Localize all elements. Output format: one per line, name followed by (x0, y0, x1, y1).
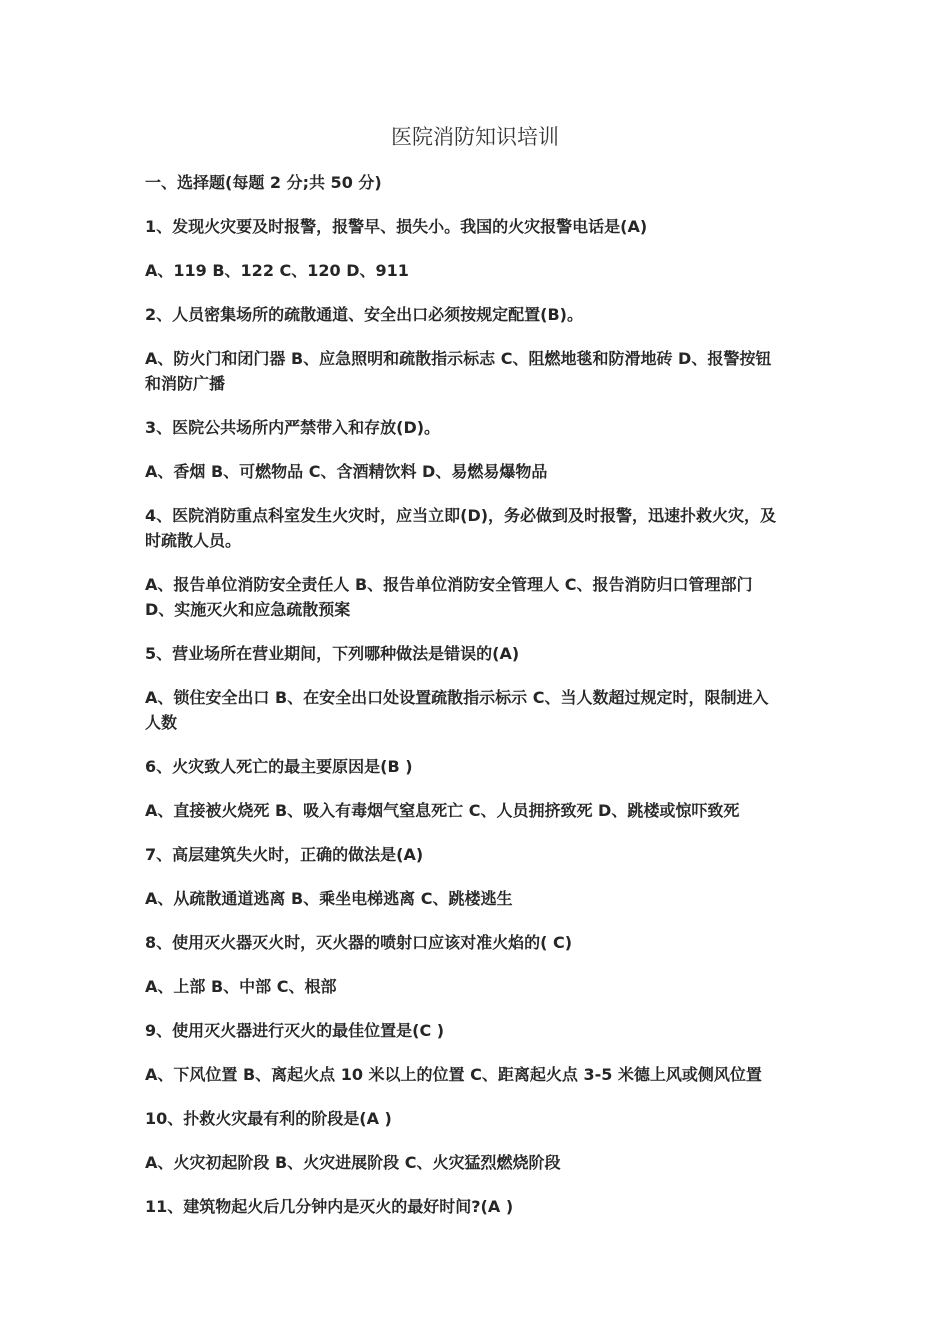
options-8: A、上部 B、中部 C、根部 (145, 977, 337, 996)
question-1: 1、发现火灾要及时报警，报警早、损失小。我国的火灾报警电话是(A) (145, 217, 648, 236)
options-9: A、下风位置 B、离起火点 10 米以上的位置 C、距离起火点 3-5 米德上风或侧风位置 (145, 1065, 762, 1084)
question-6: 6、火灾致人死亡的最主要原因是(B ) (145, 757, 413, 776)
options-1: A、119 B、122 C、120 D、911 (145, 261, 409, 280)
question-10: 10、扑救火灾最有利的阶段是(A ) (145, 1109, 392, 1128)
options-2-line-1: A、防火门和闭门器 B、应急照明和疏散指示标志 C、阻燃地毯和防滑地砖 D、报警按钮 (145, 349, 772, 368)
question-5: 5、营业场所在营业期间，下列哪种做法是错误的(A) (145, 644, 520, 663)
options-4-line-1: A、报告单位消防安全责任人 B、报告单位消防安全管理人 C、报告消防归口管理部门 (145, 575, 753, 594)
document-title: 医院消防知识培训 (391, 125, 559, 149)
options-4-line-2: D、实施灭火和应急疏散预案 (145, 600, 351, 619)
question-9: 9、使用灭火器进行灭火的最佳位置是(C ) (145, 1021, 445, 1040)
options-5-line-2: 人数 (145, 713, 178, 732)
question-11: 11、建筑物起火后几分钟内是灭火的最好时间?(A ) (145, 1197, 514, 1216)
options-5-line-1: A、锁住安全出口 B、在安全出口处设置疏散指示标示 C、当人数超过规定时，限制进入 (145, 688, 769, 707)
section-heading: 一、选择题(每题 2 分;共 50 分) (145, 173, 382, 192)
options-10: A、火灾初起阶段 B、火灾进展阶段 C、火灾猛烈燃烧阶段 (145, 1153, 561, 1172)
question-4-line-2: 时疏散人员。 (145, 531, 242, 550)
options-3: A、香烟 B、可燃物品 C、含酒精饮料 D、易燃易爆物品 (145, 462, 548, 481)
options-7: A、从疏散通道逃离 B、乘坐电梯逃离 C、跳楼逃生 (145, 889, 513, 908)
options-2-line-2: 和消防广播 (145, 374, 226, 393)
question-3: 3、医院公共场所内严禁带入和存放(D)。 (145, 418, 441, 437)
question-7: 7、高层建筑失火时，正确的做法是(A) (145, 845, 424, 864)
question-8: 8、使用灭火器灭火时，灭火器的喷射口应该对准火焰的( C) (145, 933, 573, 952)
question-2: 2、人员密集场所的疏散通道、安全出口必须按规定配置(B)。 (145, 305, 583, 324)
options-6: A、直接被火烧死 B、吸入有毒烟气窒息死亡 C、人员拥挤致死 D、跳楼或惊吓致死 (145, 801, 740, 820)
question-4-line-1: 4、医院消防重点科室发生火灾时，应当立即(D)，务必做到及时报警，迅速扑救火灾，及 (145, 506, 777, 525)
